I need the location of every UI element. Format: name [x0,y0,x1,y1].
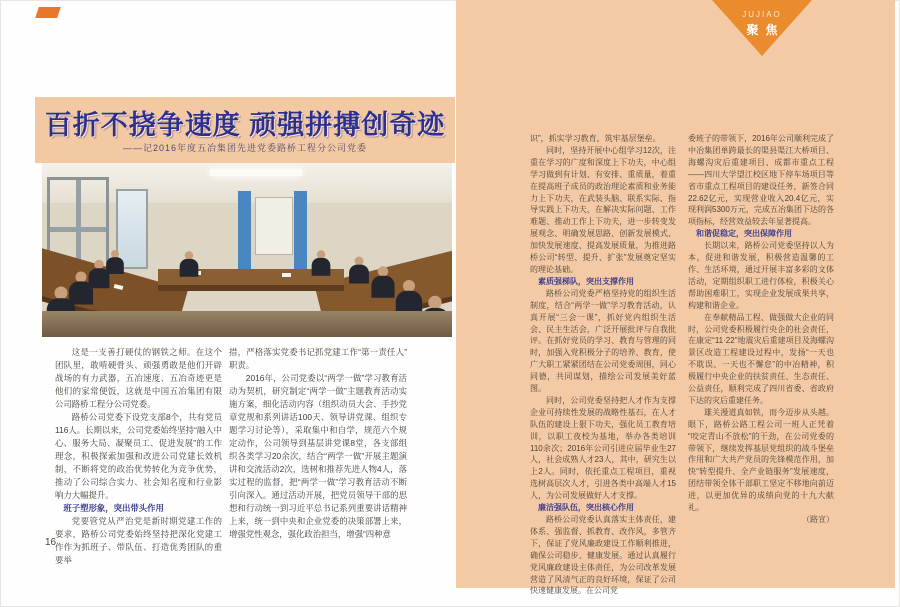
paragraph: 路桥公司党委下设党支部8个，共有党员116人。长期以来，公司党委始终坚持“融入中心、服务大局、凝聚员工、促进发展”的工作理念，积极探索加强和改进公司党建长效机制，不断将党的政治优势转化为竞争优势，推动了公司综合实力、社会知名度和行业影响力大幅提升。 [55,412,222,500]
corner-mark [35,7,61,18]
section-subhead: 和谐促稳定，突出保障作用 [696,229,792,239]
photo-person [371,266,394,298]
paragraph: 党要管党从严治党是新时期党建工作的要求，路桥公司党委始终坚持把深化党建工作作为抓班子、带队伍、打造优秀团队的重要举 [55,516,222,565]
photo-person [312,250,331,276]
paragraph: 委班子的带领下，2016年公司顺利完成了中冶集团单跨最长的渠县渠江大桥项目、海螺沟灾后重建项目、成都市重点工程——四川大学望江校区地下停车场项目等省市重点工程项目的建设任务，新签合同22.62亿元，实现营业收入20.4亿元，实现利润5300万元，完成五冶集团下达的各项指标，经营效益较去年显著提高。 [688,134,834,227]
title-banner [35,97,455,163]
section-subhead: 廉洁强队伍，突出核心作用 [538,503,634,513]
meeting-photo [42,163,452,337]
photo-person [180,251,199,277]
focus-tab-pinyin: JUJIAO [742,10,782,19]
paragraph: 长期以来，路桥公司党委坚持以人为本，促进和谐发展，积极营造温馨的工作、生活环境，通过开展丰富多彩的文体活动，定期组织职工进行体检，积极关心帮助困难职工，实现企业发展成果共享，构建和谐企业。 [688,241,834,310]
article-title: 百折不挠争速度 顽强拼搏创奇迹 [44,110,446,140]
section-subhead: 班子塑形象，突出带头作用 [63,503,164,513]
photo-paper [282,273,291,277]
paragraph: 同时，公司党委坚持把人才作为支撑企业可持续性发展的战略性基石，在人才队伍的建设上狠下功夫，强化员工教育培训，以职工夜校为基地，举办各类培训110余次；2016年公司引进应届毕业生27人，社会成熟人才23人，其中，研究生以上2人。同时，依托重点工程项目，重视选树高层次人才，引进各类中高端人才15人，为公司发展做好人才支撑。 [530,395,676,501]
photo-floor [42,311,452,337]
right-column-2 [688,133,834,526]
right-column-1 [530,133,676,597]
byline: （路宣） [802,515,834,524]
paragraph: 在奉献精品工程、做强做大企业的同时，公司党委积极履行央企的社会责任，在康定“11·22”地震灾后重建项目及海螺沟景区改造工程建设过程中，发扬“一天也不耽误、一天也不懈怠”的中冶精神，积极履行中央企业的扶贫责任、生态责任、公益责任，顺利完成了四川省委、省政府下达的灾后重建任务。 [688,312,834,405]
article-subtitle: ——记2016年度五冶集团先进党委路桥工程分公司党委 [122,143,368,153]
paragraph: 雄关漫道真如铁，而今迈步从头越。眼下，路桥公路工程公司一班人正凭着“咬定青山不放松”的干劲，在公司党委的带领下，继续发挥基层党组织的战斗堡垒作用和广大共产党员的先锋模范作用，加快“转型提升、全产业链服务”发展速度，团结带领全体干部职工坚定不移地向前迈进，以更加优异的成绩向党的十九大献礼。 [688,407,834,513]
paragraph: 识”，抓实学习教育，筑牢基层堡垒。 [530,134,661,143]
left-column-1 [55,346,222,567]
focus-tab-label: 聚焦 [746,23,785,37]
page-number: 16 [45,537,57,548]
photo-whiteboard [255,197,293,255]
paragraph: 措，严格落实党委书记抓党建工作“第一责任人”职责。 [229,347,407,370]
paragraph: 同时，坚持开展中心组学习12次，注重在学习的广度和深度上下功夫，中心组学习做到有计划、有安排、重质量，着重在提高班子成员的政治理论素质和业务能力上下功夫，在武装头脑、联系实际、指导实践上下功夫，在解决实际问题、工作难题、推动工作上下功夫，进一步转变发展观念、明确发展思路、创新发展模式、加快发展速度、提高发展质量，为推进路桥公司“转型、提升、扩张”发展奠定坚实的理论基础。 [530,145,676,274]
photo-ceiling-light [210,169,302,176]
photo-person [349,257,369,284]
paragraph: 2016年，公司党委以“两学一做”学习教育活动为契机，研究制定“两学一做”主题教育活动实施方案，细化活动内容（组织动员大会、手抄党章党规和系列讲话100天、领导讲党课、组织专题学习讨论等），采取集中和自学，规范六个规定动作，公司领导到基层讲党课8堂，各支部组织各类学习20余次，结合“两学一做”开展主题演讲和交流活动2次，选树和推荐先进人物4人，落实过程的监督，把“两学一做”学习教育活动不断引向深入。通过活动开展，把党员领导干部的思想和行动统一到习近平总书记系列重要讲话精神上来，统一到中央和企业党委的决策部署上来，增强党性观念，强化政治担当，增强“四种意 [229,373,407,539]
paragraph: 路桥公司党委认真落实主体责任，建体系、强监督、抓教育、改作风，多管齐下，保证了党风廉政建设工作顺利推进，确保公司稳步、健康发展。通过认真履行党风廉政建设主体责任，为公司改革发展营造了风清气正的良好环境，保证了公司快速健康发展。在公司党 [530,515,676,596]
section-subhead: 素质强梯队，突出支撑作用 [538,276,634,286]
paragraph: 路桥公司党委严格坚持党的组织生活制度，结合“两学一做”学习教育活动，认真开展“三会一课”，抓好党内组织生活会、民主生活会，广泛开展批评与自我批评。在抓好党员的学习、教育与管理的同时，加强入党积极分子的培养、教育，使广大职工紧紧团结在公司党委周围，同心同德，共同谋划，描绘公司发展美好蓝图。 [530,288,676,394]
paragraph: 这是一支善打硬仗的钢铁之师。在这个团队里，敢啃硬骨头、顽强勇敢是他们开辟战场的有力武器，五冶速度、五冶奇迹更是他们的家常便饭，这就是中国五冶集团有限公司路桥工程分公司党委。 [55,347,222,409]
left-column-2 [229,346,407,541]
